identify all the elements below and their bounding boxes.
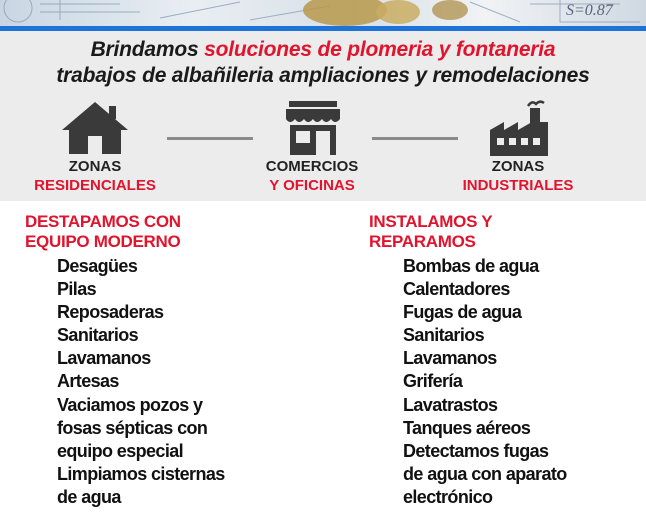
list-item: Limpiamos cisternas [57, 463, 225, 484]
storefront-icon [286, 101, 340, 155]
headline-line-2: trabajos de albañileria ampliaciones y remodelaciones [56, 64, 590, 87]
list-item: Calentadores [403, 279, 510, 300]
zone-industrial-subtitle: INDUSTRIALES [462, 177, 574, 194]
list-item: de agua con aparato [403, 463, 567, 484]
left-column-title [25, 212, 181, 252]
zone-connector-1 [167, 137, 253, 140]
house-icon [62, 102, 128, 154]
left-title-line-2: EQUIPO MODERNO [25, 232, 181, 251]
list-item: Desagües [57, 256, 138, 276]
unclog-services-list [57, 255, 225, 509]
list-item: Sanitarios [57, 325, 139, 346]
right-title-line-2: REPARAMOS [369, 232, 476, 251]
top-banner-photo [0, 0, 646, 26]
sketch-annotation: S=0.87 [566, 2, 613, 19]
list-item: Lavamanos [57, 348, 151, 369]
install-repair-services-list [403, 255, 567, 509]
zone-residential-title: ZONAS [68, 158, 122, 175]
list-item: Bombas de agua [403, 256, 539, 276]
zone-industrial-title: ZONAS [491, 158, 545, 175]
list-item: Tanques aéreos [403, 417, 531, 438]
headline-highlight: soluciones de plomeria y fontaneria [204, 38, 556, 61]
blueprint-sketch-image [0, 0, 646, 26]
list-item: Reposaderas [57, 302, 164, 323]
zone-commercial-title: COMERCIOS [265, 158, 359, 175]
list-item: Pilas [57, 279, 97, 300]
list-item: Detectamos fugas [403, 440, 549, 461]
right-title-line-1: INSTALAMOS Y [369, 212, 493, 231]
list-item: Grifería [403, 371, 463, 392]
left-title-line-1: DESTAPAMOS CON [25, 212, 181, 231]
list-item: Vaciamos pozos y [57, 394, 203, 415]
list-item: Sanitarios [403, 325, 485, 346]
list-item: electrónico [403, 486, 493, 507]
headline-line-1 [0, 38, 646, 62]
list-item: Lavamanos [403, 348, 497, 369]
zone-residential-subtitle: RESIDENCIALES [34, 177, 156, 194]
list-item: Lavatrastos [403, 394, 498, 415]
factory-icon [490, 100, 548, 156]
zone-commercial-subtitle: Y OFICINAS [269, 177, 355, 194]
list-item: fosas sépticas con [57, 417, 208, 438]
list-item: Artesas [57, 371, 119, 392]
list-item: de agua [57, 486, 121, 507]
list-item: equipo especial [57, 440, 184, 461]
list-item: Fugas de agua [403, 302, 522, 323]
right-column-title [369, 212, 492, 252]
zone-connector-2 [372, 137, 458, 140]
headline-prefix: Brindamos [90, 38, 205, 61]
